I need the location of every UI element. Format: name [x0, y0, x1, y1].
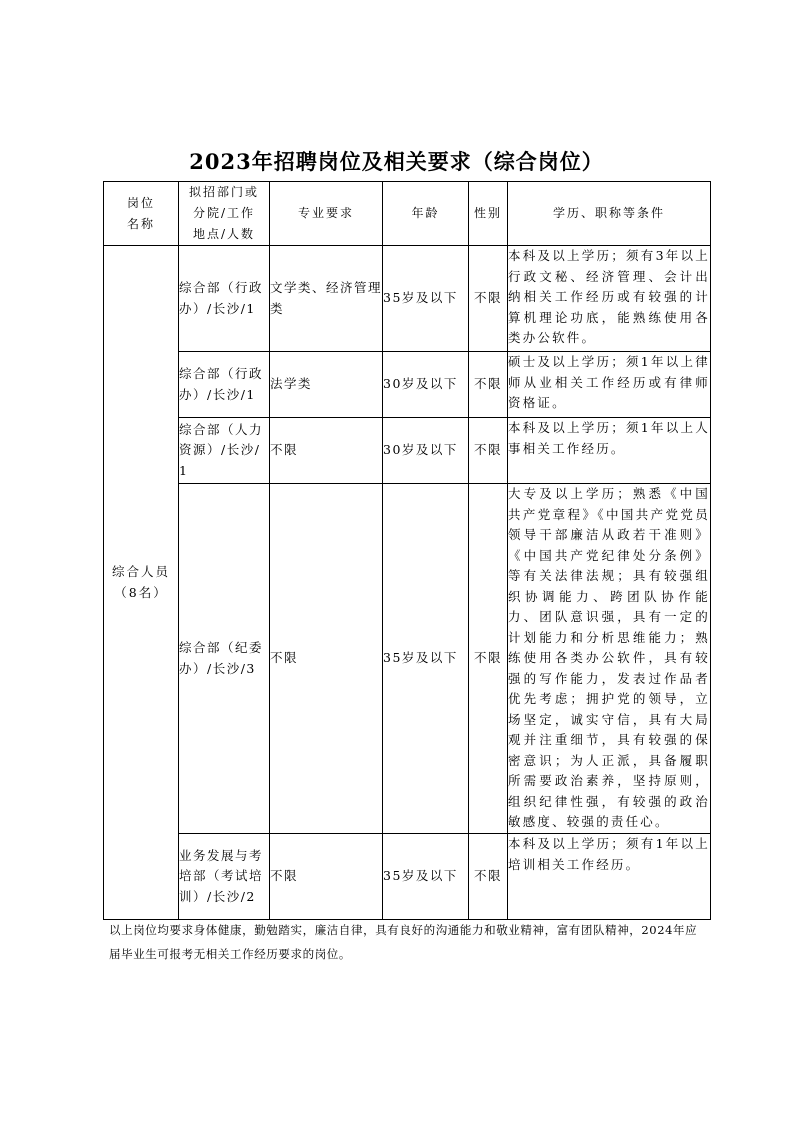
age-cell: 35岁及以下 [383, 834, 469, 920]
table-row [104, 484, 711, 834]
header-dept: 拟招部门或分院/工作地点/人数 [179, 182, 270, 246]
major-cell: 不限 [270, 484, 383, 834]
requirements-cell: 大专及以上学历；熟悉《中国共产党章程》《中国共产党党员领导干部廉洁从政若干准则》《中国共产党纪律处分条例》等有关法律法规；具有较强组织协调能力、跨团队协作能力、团队意识强，具有一定的计划能力和分析思维能力；熟练使用各类办公软件，具有较强的写作能力，发表过作品者优先考虑；拥护党的领导，立场坚定，诚实守信，具有大局观并注重细节，具有较强的保密意识；为人正派，具备履职所需要政治素养，坚持原则，组织纪律性强，有较强的政治敏感度、较强的责任心。 [508, 484, 711, 834]
header-position: 岗位名称 [104, 182, 179, 246]
gender-cell: 不限 [469, 484, 508, 834]
header-age: 年龄 [383, 182, 469, 246]
age-cell: 30岁及以下 [383, 418, 469, 484]
header-major: 专业要求 [270, 182, 383, 246]
gender-cell: 不限 [469, 834, 508, 920]
dept-cell: 综合部（纪委办）/长沙/3 [179, 484, 270, 834]
requirements-cell: 本科及以上学历；须1年以上人事相关工作经历。 [508, 418, 711, 484]
requirements-cell: 本科及以上学历；须有1年以上培训相关工作经历。 [508, 834, 711, 920]
dept-cell: 业务发展与考培部（考试培训）/长沙/2 [179, 834, 270, 920]
page-title: 2023年招聘岗位及相关要求（综合岗位） [189, 149, 604, 174]
major-cell: 文学类、经济管理类 [270, 246, 383, 352]
age-cell: 35岁及以下 [383, 246, 469, 352]
table-row [104, 246, 711, 352]
table-row [104, 834, 711, 920]
dept-cell: 综合部（人力资源）/长沙/1 [179, 418, 270, 484]
table-header-row [104, 182, 711, 246]
header-requirements: 学历、职称等条件 [508, 182, 711, 246]
table-row [104, 418, 711, 484]
positions-table [103, 181, 711, 920]
requirements-cell: 硕士及以上学历；须1年以上律师从业相关工作经历或有律师资格证。 [508, 352, 711, 418]
major-cell: 不限 [270, 834, 383, 920]
gender-cell: 不限 [469, 246, 508, 352]
footnote: 以上岗位均要求身体健康，勤勉踏实，廉洁自律，具有良好的沟通能力和敬业精神，富有团队精神，2024年应届毕业生可报考无相关工作经历要求的岗位。 [109, 923, 698, 961]
dept-cell: 综合部（行政办）/长沙/1 [179, 352, 270, 418]
dept-cell: 综合部（行政办）/长沙/1 [179, 246, 270, 352]
requirements-cell: 本科及以上学历；须有3年以上行政文秘、经济管理、会计出纳相关工作经历或有较强的计算机理论功底，能熟练使用各类办公软件。 [508, 246, 711, 352]
table-row [104, 352, 711, 418]
gender-cell: 不限 [469, 352, 508, 418]
major-cell: 法学类 [270, 352, 383, 418]
age-cell: 30岁及以下 [383, 352, 469, 418]
major-cell: 不限 [270, 418, 383, 484]
age-cell: 35岁及以下 [383, 484, 469, 834]
header-gender: 性别 [469, 182, 508, 246]
gender-cell: 不限 [469, 418, 508, 484]
category-cell: 综合人员（8名） [104, 246, 179, 920]
